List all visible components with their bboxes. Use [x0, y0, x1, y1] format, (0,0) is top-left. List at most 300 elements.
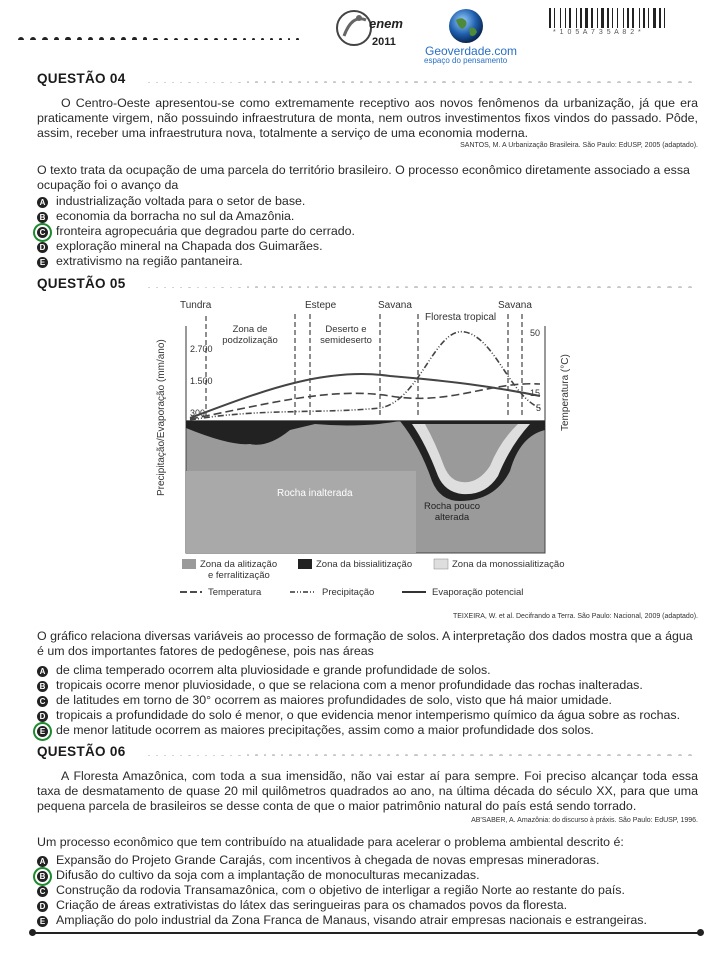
rule-dot — [433, 286, 436, 288]
rule-dot — [288, 38, 291, 40]
rule-dot — [424, 286, 427, 288]
barcode-bar — [632, 8, 634, 28]
rule-dot — [238, 287, 240, 289]
barcode-bar — [597, 8, 598, 28]
rule-dot — [597, 754, 601, 756]
rule-dot — [255, 81, 258, 83]
rule-dot — [281, 81, 284, 83]
rule-dot — [77, 37, 82, 40]
globe-icon — [448, 8, 484, 44]
legend-precipitation: Precipitação — [322, 587, 375, 598]
rule-dot — [307, 286, 310, 288]
rule-dot — [360, 286, 363, 288]
rule-dot — [480, 81, 484, 83]
rule-dot — [315, 286, 318, 288]
rule-dot — [627, 286, 631, 288]
rule-dot — [538, 286, 542, 288]
option-text: economia da borracha no sul da Amazônia. — [56, 209, 295, 223]
rule-dot — [424, 754, 427, 756]
biome-label-savana-2: Savana — [498, 300, 532, 311]
rule-dot — [442, 286, 445, 288]
left-axis-label: Precipitação/Evaporação (mm/ano) — [156, 339, 167, 496]
rule-dot — [688, 286, 692, 288]
rule-dot — [442, 81, 445, 83]
rule-dot — [414, 286, 417, 288]
rule-dot — [213, 82, 215, 83]
evaporation-curve — [190, 374, 540, 418]
rule-dot — [188, 287, 190, 288]
footer-rule-dot-right — [697, 929, 704, 936]
rule-dot — [324, 81, 327, 83]
rule-dot — [433, 81, 436, 83]
rule-dot — [30, 37, 36, 40]
rule-dot — [333, 286, 336, 288]
rule-dot — [637, 81, 641, 83]
rule-dot — [688, 81, 692, 83]
enem-logo-year: 2011 — [372, 36, 396, 48]
biome-label-savana-1: Savana — [378, 300, 412, 311]
barcode-bar — [639, 8, 640, 28]
rule-dot — [148, 287, 150, 288]
rule-dot — [538, 754, 542, 756]
rule-dot — [378, 286, 381, 288]
option-letter-a: A — [37, 856, 48, 867]
rule-dot — [164, 755, 166, 756]
rule-dot — [289, 81, 292, 83]
rule-dot — [396, 286, 399, 288]
biome-label-estepe: Estepe — [305, 300, 337, 311]
rule-dot — [197, 755, 199, 756]
option-letter-d: D — [37, 901, 48, 912]
rule-dot — [298, 286, 301, 288]
rule-dot — [148, 755, 150, 756]
rule-dot — [499, 81, 503, 83]
rule-dot — [607, 286, 611, 288]
rule-dot — [499, 286, 503, 288]
rule-dot — [205, 755, 207, 756]
rule-dot — [172, 287, 174, 288]
rule-dot — [180, 82, 182, 83]
rule-dot — [528, 754, 532, 756]
question-06-option-a[interactable] — [37, 853, 599, 868]
rule-dot — [243, 38, 246, 40]
question-04-title: QUESTÃO 04 — [37, 71, 126, 86]
rule-dot — [667, 286, 671, 288]
question-04-stem: O texto trata da ocupação de uma parcela do território brasileiro. O processo econômico diretamente associado a essa ocupação foi o avanço da — [37, 163, 690, 192]
rule-dot — [369, 754, 372, 756]
footer-rule — [32, 932, 700, 934]
option-text: tropicais a profundidade do solo é menor, o que evidencia menor intemperismo químico da água sobre as rochas. — [56, 708, 681, 722]
rule-dot — [221, 287, 223, 288]
zone-label-podzolizacao-2: podzolização — [222, 335, 278, 346]
barcode-bar — [653, 8, 656, 28]
option-text: de menor latitude ocorrem as maiores precipitações, assim como a maior profundidade dos solos. — [56, 723, 594, 737]
rule-dot — [54, 37, 60, 40]
barcode-bar — [617, 8, 618, 28]
biome-label-floresta-tropical: Floresta tropical — [425, 312, 497, 323]
rule-dot — [607, 754, 611, 756]
rule-dot — [414, 754, 417, 756]
rule-dot — [255, 286, 258, 288]
option-text: Ampliação do polo industrial da Zona Franca de Manaus, visando atrair empresas nacionais e estrangeiras. — [56, 913, 647, 927]
rule-dot — [110, 37, 115, 40]
rule-dot — [627, 754, 631, 756]
rule-dot — [333, 754, 336, 756]
rule-dot — [461, 286, 464, 288]
rule-dot — [224, 38, 228, 40]
rule-dot — [587, 81, 591, 83]
question-04-option-d[interactable] — [37, 239, 323, 254]
rule-dot — [557, 81, 561, 83]
rule-dot — [452, 81, 455, 83]
rule-dot — [489, 81, 493, 83]
rule-dot — [547, 754, 551, 756]
rule-dot — [315, 81, 318, 83]
question-05-option-b[interactable] — [37, 678, 643, 693]
rule-dot — [528, 286, 532, 288]
enem-logo-text: enem — [369, 16, 403, 31]
rule-dot — [509, 81, 513, 83]
rule-dot — [387, 286, 390, 288]
legend-swatch-alitization — [182, 559, 196, 569]
question-04-option-a[interactable] — [37, 194, 305, 209]
barcode-bar — [601, 8, 604, 28]
rule-dot — [378, 81, 381, 83]
rule-dot — [509, 754, 513, 756]
rule-dot — [597, 286, 601, 288]
rule-dot — [247, 754, 249, 756]
question-06-stem: Um processo econômico que tem contribuído na atualidade para acelerar o problema ambiental descrito é: — [37, 835, 624, 849]
rule-dot — [121, 37, 126, 40]
rule-dot — [657, 754, 661, 756]
rule-dot — [324, 286, 327, 288]
soil-formation-diagram — [150, 296, 590, 606]
rule-dot — [184, 38, 188, 40]
legend-label-alitization: Zona da alitização e ferralitização — [200, 559, 278, 581]
rule-dot — [396, 754, 399, 756]
rule-dot — [667, 81, 671, 83]
area-label-rocha-pouco-alterada: Rocha pouco alterada — [424, 501, 480, 523]
rule-dot — [148, 82, 150, 83]
question-04-source: SANTOS, M. A Urbanização Brasileira. São Paulo: EdUSP, 2005 (adaptado). — [460, 142, 698, 149]
footer-rule-dot-left — [29, 929, 36, 936]
question-06-option-d[interactable] — [37, 898, 567, 913]
question-05-title: QUESTÃO 05 — [37, 276, 126, 291]
legend-swatch-monossialitization — [434, 559, 448, 569]
option-letter-a: A — [37, 666, 48, 677]
barcode-bar — [659, 8, 661, 28]
barcode-bar — [549, 8, 551, 28]
rule-dot — [164, 38, 168, 40]
rule-dot — [230, 755, 232, 756]
option-text: exploração mineral na Chapada dos Guimarães. — [56, 239, 323, 253]
rule-dot — [480, 754, 484, 756]
rule-dot — [221, 755, 223, 756]
barcode-bar — [560, 8, 561, 28]
rule-dot — [132, 37, 137, 40]
rule-dot — [270, 38, 273, 40]
rule-dot — [156, 755, 158, 756]
question-06-title: QUESTÃO 06 — [37, 744, 126, 759]
rule-dot — [255, 754, 258, 756]
option-text: fronteira agropecuária que degradou parte do cerrado. — [56, 224, 355, 238]
biome-label-tundra: Tundra — [180, 300, 212, 311]
rule-dot — [369, 286, 372, 288]
rule-dot — [607, 81, 611, 83]
site-name: Geoverdade.com — [425, 44, 518, 58]
rule-dot — [678, 286, 682, 288]
barcode-bar — [569, 8, 571, 28]
rule-dot — [647, 286, 651, 288]
barcode-bar — [664, 8, 665, 28]
enem-logo — [332, 6, 412, 54]
rule-dot — [518, 81, 522, 83]
rule-dot — [360, 81, 363, 83]
option-text: tropicais ocorre menor pluviosidade, o que se relaciona com a menor profundidade das rochas inalteradas. — [56, 678, 643, 692]
rule-dot — [238, 755, 240, 757]
option-letter-a: A — [37, 197, 48, 208]
option-text: de latitudes em torno de 30° ocorrem as maiores profundidades de solo, visto que há maior umidade. — [56, 693, 612, 707]
rule-dot — [617, 754, 621, 756]
site-tagline: espaço do pensamento — [424, 56, 508, 65]
right-tick-15: 15 — [530, 388, 541, 398]
barcode-bar — [612, 8, 613, 28]
barcode-bar — [623, 8, 624, 28]
rule-dot — [518, 754, 522, 756]
unaltered-rock — [186, 471, 416, 553]
rule-dot — [547, 286, 551, 288]
rule-dot — [272, 754, 275, 756]
rule-dot — [342, 754, 345, 756]
legend-temperature: Temperatura — [208, 587, 262, 598]
rule-dot — [307, 81, 310, 83]
rule-dot — [298, 754, 301, 756]
question-06-option-c[interactable] — [37, 883, 625, 898]
rule-dot — [461, 81, 464, 83]
rule-dot — [667, 754, 671, 756]
rule-dot — [405, 286, 408, 288]
rule-dot — [261, 38, 264, 40]
rule-dot — [289, 754, 292, 756]
rule-dot — [557, 286, 561, 288]
rule-dot — [143, 37, 148, 40]
rule-dot — [180, 287, 182, 288]
option-letter-c-correct: C — [37, 227, 48, 238]
option-text: Difusão do cultivo da soja com a implantação de monoculturas mecanizadas. — [56, 868, 480, 882]
rule-dot — [42, 37, 48, 40]
barcode-bar — [565, 8, 566, 28]
rule-dot — [18, 37, 24, 40]
rule-dot — [617, 81, 621, 83]
rule-dot — [461, 754, 464, 756]
rule-dot — [509, 286, 513, 288]
rule-dot — [289, 286, 292, 288]
rule-dot — [324, 754, 327, 756]
rule-dot — [65, 37, 70, 40]
option-letter-d: D — [37, 242, 48, 253]
rule-dot — [172, 755, 174, 756]
question-05-option-d[interactable] — [37, 708, 680, 723]
rule-dot — [233, 38, 236, 40]
rule-dot — [272, 286, 275, 288]
rule-dot — [351, 286, 354, 288]
rule-dot — [204, 38, 208, 40]
rule-dot — [164, 287, 166, 288]
rule-dot — [238, 82, 240, 84]
legend-evaporation: Evaporação potencial — [432, 587, 524, 598]
rule-dot — [538, 81, 542, 83]
question-05-option-c[interactable] — [37, 693, 612, 708]
left-tick-1500: 1.500 — [190, 376, 213, 386]
question-05-dotted-rule — [148, 280, 698, 288]
rule-dot — [557, 754, 561, 756]
rule-dot — [387, 81, 390, 83]
rule-dot — [194, 38, 198, 40]
option-letter-b-correct: B — [37, 871, 48, 882]
rule-dot — [279, 38, 282, 40]
rule-dot — [315, 754, 318, 756]
rule-dot — [470, 286, 473, 288]
rule-dot — [470, 81, 473, 83]
rule-dot — [597, 81, 601, 83]
rule-dot — [577, 81, 581, 83]
rule-dot — [153, 38, 157, 41]
rule-dot — [213, 755, 215, 756]
rule-dot — [577, 286, 581, 288]
zone-label-deserto-2: semideserto — [320, 335, 372, 346]
rule-dot — [637, 286, 641, 288]
rule-dot — [221, 82, 223, 83]
rule-dot — [197, 287, 199, 288]
rule-dot — [489, 754, 493, 756]
rule-dot — [342, 81, 345, 83]
question-06-passage: A Floresta Amazônica, com toda a sua imensidão, não vai estar aí para sempre. Foi preciso alcançar toda essa taxa de desmatamento de quase 20 mil quilômetros quadrados ao ano, na última década do século XX, para que uma pequena parcela de brasileiros se desse conta de que o maior patrimônio natural do país está sendo torrado. — [37, 769, 698, 813]
rule-dot — [281, 286, 284, 288]
rule-dot — [678, 81, 682, 83]
rule-dot — [247, 286, 249, 288]
option-letter-d: D — [37, 711, 48, 722]
rule-dot — [567, 81, 571, 83]
rule-dot — [333, 81, 336, 83]
rule-dot — [405, 81, 408, 83]
question-05-option-a[interactable] — [37, 663, 491, 678]
question-06-option-e[interactable] — [37, 913, 647, 928]
header-dotted-rule — [18, 32, 328, 40]
rule-dot — [433, 754, 436, 756]
question-04-option-e[interactable] — [37, 254, 243, 269]
option-letter-e-correct: E — [37, 726, 48, 737]
rule-dot — [264, 81, 267, 83]
rule-dot — [298, 81, 301, 83]
rule-dot — [657, 81, 661, 83]
barcode-bar — [554, 8, 555, 28]
rule-dot — [296, 38, 298, 40]
rule-dot — [88, 37, 93, 40]
rule-dot — [387, 754, 390, 756]
rule-dot — [164, 82, 166, 83]
rule-dot — [470, 754, 473, 756]
rule-dot — [205, 82, 207, 83]
right-tick-50: 50 — [530, 328, 541, 338]
rule-dot — [405, 754, 408, 756]
option-text: extrativismo na região pantaneira. — [56, 254, 243, 268]
rule-dot — [156, 287, 158, 288]
option-text: industrialização voltada para o setor de base. — [56, 194, 306, 208]
barcode-bar — [643, 8, 645, 28]
question-04-passage: O Centro-Oeste apresentou-se como extremamente receptivo aos novos fenômenos da urbanização, já que era praticamente virgem, não possuindo infraestrutura de monta, nem outros investimentos fixos vindos do passado. Pôde, assim, receber uma infraestrutura nova, totalmente a serviço de uma economia moderna. — [37, 96, 698, 140]
rule-dot — [414, 81, 417, 83]
rule-dot — [99, 37, 104, 40]
rule-dot — [351, 754, 354, 756]
rule-dot — [528, 81, 532, 83]
left-tick-300: 300 — [190, 408, 206, 418]
rule-dot — [156, 82, 158, 83]
question-05-source: TEIXEIRA, W. et al. Decifrando a Terra. São Paulo: Nacional, 2009 (adaptado). — [452, 613, 698, 620]
barcode-bar — [627, 8, 629, 28]
rule-dot — [647, 754, 651, 756]
rule-dot — [518, 286, 522, 288]
rule-dot — [647, 81, 651, 83]
option-letter-b: B — [37, 681, 48, 692]
rule-dot — [197, 82, 199, 83]
rule-dot — [281, 754, 284, 756]
rule-dot — [188, 755, 190, 756]
area-label-rocha-inalterada: Rocha inalterada — [277, 488, 353, 499]
rule-dot — [264, 754, 267, 756]
rule-dot — [174, 38, 178, 40]
zone-label-deserto-1: Deserto e — [325, 324, 367, 335]
option-letter-e: E — [37, 257, 48, 268]
rule-dot — [617, 286, 621, 288]
rule-dot — [351, 81, 354, 83]
question-04-option-b[interactable] — [37, 209, 294, 224]
option-text: Criação de áreas extrativistas do látex das seringueiras para os chamados povos da floresta. — [56, 898, 568, 912]
barcode-text: * 1 0 5 A 7 3 5 A 8 2 * — [553, 29, 642, 36]
rule-dot — [452, 286, 455, 288]
rule-dot — [637, 754, 641, 756]
right-axis-label: Temperatura (°C) — [560, 354, 571, 431]
question-05-stem: O gráfico relaciona diversas variáveis ao processo de formação de solos. A interpretação dos dados mostra que a água é um dos importantes fatores de pedogênese, pois nas áreas — [37, 629, 693, 658]
option-letter-e: E — [37, 916, 48, 927]
barcode-bar — [585, 8, 588, 28]
rule-dot — [213, 287, 215, 288]
rule-dot — [360, 754, 363, 756]
left-tick-2700: 2.700 — [190, 344, 213, 354]
barcode-bar — [591, 8, 593, 28]
rule-dot — [587, 754, 591, 756]
barcode-bar — [576, 8, 577, 28]
question-06-source: AB'SABER, A. Amazônia: do discurso à práxis. São Paulo: EdUSP, 1996. — [471, 817, 698, 824]
question-04-option-c[interactable] — [37, 224, 355, 239]
question-05-option-e[interactable] — [37, 723, 594, 738]
rule-dot — [547, 81, 551, 83]
rule-dot — [567, 286, 571, 288]
rule-dot — [587, 286, 591, 288]
rule-dot — [188, 82, 190, 83]
rule-dot — [230, 82, 232, 83]
rule-dot — [480, 286, 484, 288]
rule-dot — [272, 81, 275, 83]
question-06-option-b[interactable] — [37, 868, 480, 883]
rule-dot — [424, 81, 427, 83]
rule-dot — [172, 82, 174, 83]
rule-dot — [252, 38, 255, 40]
rule-dot — [499, 754, 503, 756]
option-text: Construção da rodovia Transamazônica, com o objetivo de interligar a região Norte ao restante do país. — [56, 883, 625, 897]
zone-label-podzolizacao-1: Zona de — [232, 324, 268, 335]
option-text: de clima temperado ocorrem alta pluviosidade e grande profundidade de solos. — [56, 663, 491, 677]
rule-dot — [688, 754, 692, 756]
